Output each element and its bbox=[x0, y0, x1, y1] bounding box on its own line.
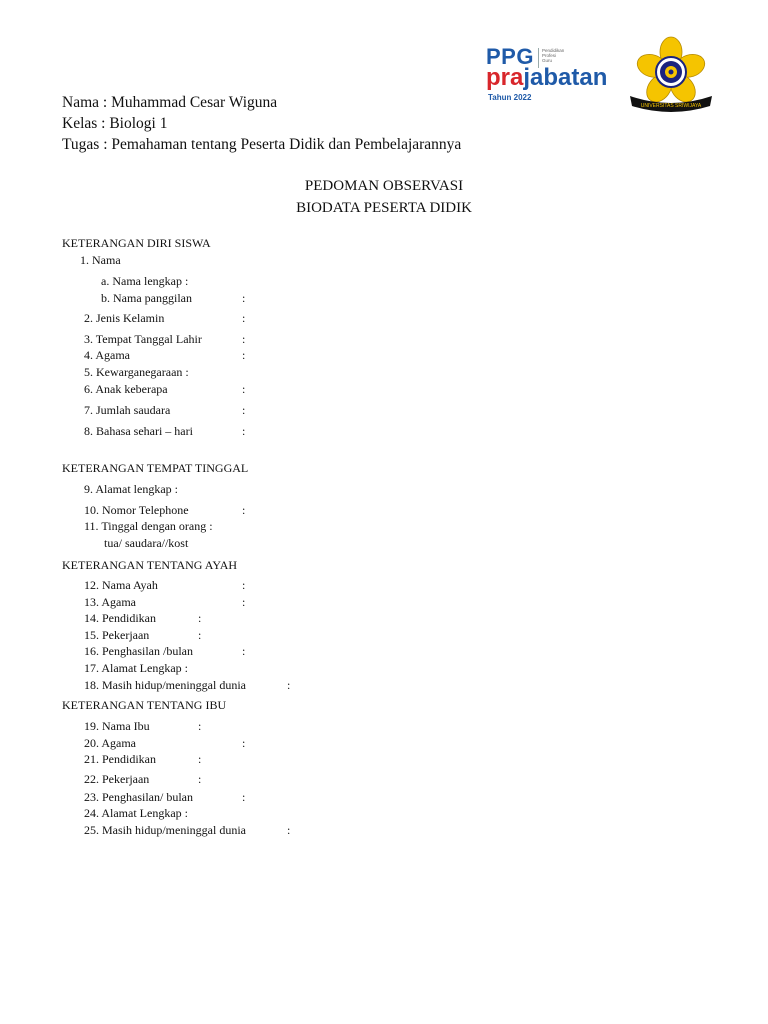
item-alamat-ibu: 24. Alamat Lengkap : bbox=[84, 806, 188, 820]
item-pekerjaan-ibu: 22. Pekerjaan bbox=[84, 772, 150, 786]
item-nama: 1. Nama bbox=[80, 253, 121, 267]
colon: : bbox=[198, 772, 202, 786]
colon: : bbox=[242, 736, 246, 750]
item-nama-ibu: 19. Nama Ibu bbox=[84, 719, 150, 733]
colon: : bbox=[242, 348, 246, 362]
colon: : bbox=[287, 678, 291, 692]
prajabatan-text bbox=[486, 64, 607, 92]
item-tinggal-dengan: 11. Tinggal dengan orang : bbox=[84, 519, 213, 533]
item-jenis-kelamin: 2. Jenis Kelamin bbox=[84, 311, 165, 325]
colon: : bbox=[242, 790, 246, 804]
section-ayah: KETERANGAN TENTANG AYAH bbox=[62, 558, 238, 572]
colon: : bbox=[242, 291, 246, 305]
section-ibu: KETERANGAN TENTANG IBU bbox=[62, 698, 227, 712]
colon: : bbox=[242, 332, 246, 346]
item-nama-panggilan: b. Nama panggilan bbox=[101, 291, 192, 305]
item-jumlah-saudara: 7. Jumlah saudara bbox=[84, 403, 171, 417]
colon: : bbox=[242, 424, 246, 438]
emblem-ribbon-text: UNIVERSITAS SRIWIJAYA bbox=[640, 103, 702, 109]
item-agama: 4. Agama bbox=[84, 348, 130, 362]
colon: : bbox=[242, 595, 246, 609]
logo-subtitle bbox=[542, 48, 564, 63]
item-nomor-telephone: 10. Nomor Telephone bbox=[84, 503, 189, 517]
colon: : bbox=[198, 611, 202, 625]
colon: : bbox=[242, 503, 246, 517]
item-alamat-ayah: 17. Alamat Lengkap : bbox=[84, 661, 188, 675]
praja-suffix: jabatan bbox=[523, 64, 608, 91]
item-penghasilan-ayah: 16. Penghasilan /bulan bbox=[84, 644, 193, 658]
item-status-ibu: 25. Masih hidup/meninggal dunia bbox=[84, 823, 246, 837]
header-tugas: Tugas : Pemahaman tentang Peserta Didik dan Pembelajarannya bbox=[62, 136, 462, 153]
item-penghasilan-ibu: 23. Penghasilan/ bulan bbox=[84, 790, 193, 804]
item-status-ayah: 18. Masih hidup/meninggal dunia bbox=[84, 678, 246, 692]
item-alamat-lengkap: 9. Alamat lengkap : bbox=[84, 482, 178, 496]
logo-sub-line: Guru bbox=[542, 58, 553, 63]
title-line-1: PEDOMAN OBSERVASI bbox=[304, 178, 464, 194]
colon: : bbox=[287, 823, 291, 837]
item-agama-ayah: 13. Agama bbox=[84, 595, 136, 609]
header-nama: Nama : Muhammad Cesar Wiguna bbox=[62, 94, 278, 111]
section-tempat-tinggal: KETERANGAN TEMPAT TINGGAL bbox=[62, 461, 249, 475]
colon: : bbox=[242, 311, 246, 325]
item-tinggal-options: tua/ saudara//kost bbox=[104, 536, 189, 550]
praja-prefix: pra bbox=[486, 64, 524, 91]
header-kelas: Kelas : Biologi 1 bbox=[62, 115, 168, 132]
title-line-2: BIODATA PESERTA DIDIK bbox=[296, 200, 472, 216]
colon: : bbox=[198, 628, 202, 642]
university-emblem-icon bbox=[626, 36, 716, 116]
item-pendidikan-ibu: 21. Pendidikan bbox=[84, 752, 156, 766]
item-anak-keberapa: 6. Anak keberapa bbox=[84, 382, 168, 396]
item-bahasa: 8. Bahasa sehari – hari bbox=[84, 424, 193, 438]
item-nama-lengkap: a. Nama lengkap : bbox=[101, 274, 189, 288]
colon: : bbox=[198, 719, 202, 733]
item-pekerjaan-ayah: 15. Pekerjaan bbox=[84, 628, 150, 642]
colon: : bbox=[242, 403, 246, 417]
item-kewarganegaraan: 5. Kewarganegaraan : bbox=[84, 365, 189, 379]
colon: : bbox=[242, 578, 246, 592]
ppg-prajabatan-logo bbox=[486, 44, 626, 104]
logo-sub-line: Profesi bbox=[542, 53, 557, 58]
colon: : bbox=[242, 644, 246, 658]
section-diri-siswa: KETERANGAN DIRI SISWA bbox=[62, 236, 211, 250]
tahun-text: Tahun 2022 bbox=[488, 93, 532, 102]
colon: : bbox=[242, 382, 246, 396]
colon: : bbox=[198, 752, 202, 766]
item-agama-ibu: 20. Agama bbox=[84, 736, 136, 750]
item-nama-ayah: 12. Nama Ayah bbox=[84, 578, 158, 592]
ppg-logo-text: PPG bbox=[486, 44, 534, 69]
logo-sub-line: Pendidikan bbox=[542, 48, 565, 53]
item-tempat-tanggal-lahir: 3. Tempat Tanggal Lahir bbox=[84, 332, 202, 346]
item-pendidikan-ayah: 14. Pendidikan bbox=[84, 611, 156, 625]
